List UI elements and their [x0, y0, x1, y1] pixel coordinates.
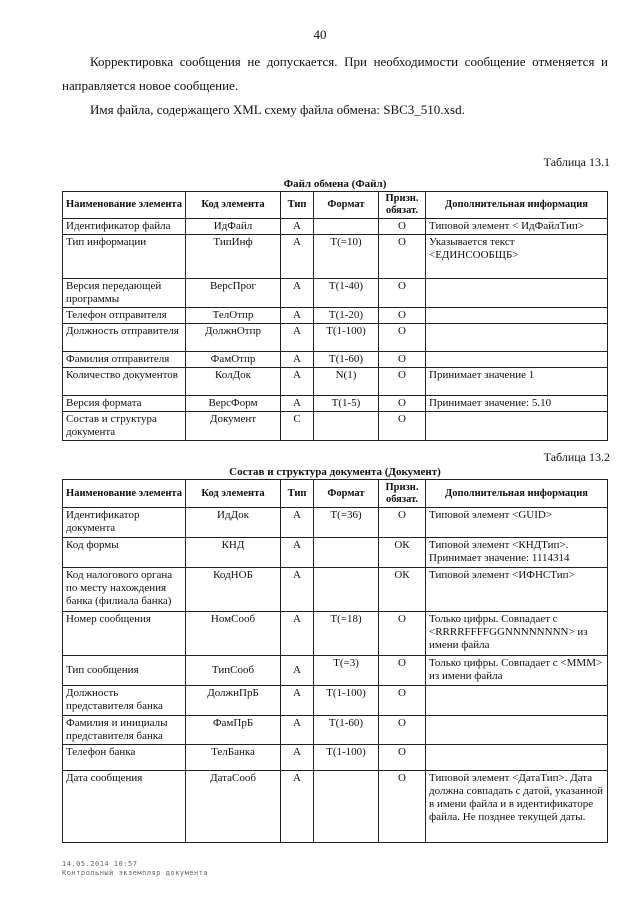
table-header-row [63, 192, 608, 219]
cell-type: А [281, 612, 314, 656]
cell-code: ТипИнф [186, 235, 281, 279]
footer-stamp-line: 14.05.2014 10:57 [62, 860, 138, 868]
table-row [63, 716, 608, 745]
cell-code: ФамОтпр [186, 352, 281, 368]
cell-format [314, 412, 379, 441]
table-document-structure [62, 479, 608, 843]
cell-type: А [281, 352, 314, 368]
cell-type: А [281, 716, 314, 745]
cell-info [426, 324, 608, 352]
cell-name: Состав и структура документа [63, 412, 186, 441]
table-row [63, 745, 608, 771]
cell-required: О [379, 308, 426, 324]
cell-name: Тип информации [63, 235, 186, 279]
cell-name: Количество документов [63, 368, 186, 396]
header-info: Дополнительная информация [426, 192, 608, 219]
table-row [63, 396, 608, 412]
cell-required: О [379, 279, 426, 308]
table-label-13-1: Таблица 13.1 [543, 155, 610, 169]
cell-name: Идентификатор документа [63, 508, 186, 538]
cell-type: А [281, 568, 314, 612]
cell-format: Т(1-40) [314, 279, 379, 308]
cell-code: ДолжнОтпр [186, 324, 281, 352]
cell-code: ТелБанка [186, 745, 281, 771]
cell-name: Код формы [63, 538, 186, 568]
cell-info: Типовой элемент < ИдФайлТип> [426, 219, 608, 235]
cell-format: Т(1-5) [314, 396, 379, 412]
cell-code: КолДок [186, 368, 281, 396]
cell-format: Т(1-100) [314, 324, 379, 352]
cell-info: Типовой элемент <КНДТип>. Принимает значение: 1114314 [426, 538, 608, 568]
cell-info: Только цифры. Совпадает с <RRRRFFFFGGNNNNNNNN> из имени файла [426, 612, 608, 656]
cell-type: А [281, 745, 314, 771]
cell-required: О [379, 352, 426, 368]
cell-info [426, 308, 608, 324]
cell-code: ВерсПрог [186, 279, 281, 308]
cell-code: ИдФайл [186, 219, 281, 235]
cell-format: Т(1-60) [314, 716, 379, 745]
table-label-13-2: Таблица 13.2 [543, 450, 610, 464]
cell-format: N(1) [314, 368, 379, 396]
cell-name: Тип сообщения [63, 656, 186, 686]
cell-code: ВерсФорм [186, 396, 281, 412]
cell-name: Должность отправителя [63, 324, 186, 352]
table-row [63, 412, 608, 441]
cell-required: О [379, 324, 426, 352]
cell-code: Документ [186, 412, 281, 441]
cell-type: А [281, 656, 314, 686]
header-name: Наименование элемента [63, 480, 186, 508]
table-exchange-file [62, 191, 608, 441]
cell-format [314, 568, 379, 612]
cell-required: ОК [379, 568, 426, 612]
table-row [63, 612, 608, 656]
cell-type: А [281, 686, 314, 716]
table-row [63, 508, 608, 538]
cell-name: Фамилия и инициалы представителя банка [63, 716, 186, 745]
cell-info: Только цифры. Совпадает с <МММ> из имени файла [426, 656, 608, 686]
cell-name: Номер сообщения [63, 612, 186, 656]
cell-code: НомСооб [186, 612, 281, 656]
table-row [63, 771, 608, 843]
cell-name: Дата сообщения [63, 771, 186, 843]
cell-info: Указывается текст <ЕДИНСООБЩБ> [426, 235, 608, 279]
cell-required: О [379, 235, 426, 279]
cell-info: Типовой элемент <ИФНСТип> [426, 568, 608, 612]
cell-format: Т(1-60) [314, 352, 379, 368]
cell-info [426, 716, 608, 745]
cell-type: А [281, 219, 314, 235]
cell-code: КодНОБ [186, 568, 281, 612]
cell-info [426, 686, 608, 716]
cell-name: Должность представителя банка [63, 686, 186, 716]
cell-required: О [379, 771, 426, 843]
table-row [63, 352, 608, 368]
cell-format: Т(1-100) [314, 686, 379, 716]
cell-format [314, 771, 379, 843]
cell-code: ФамПрБ [186, 716, 281, 745]
cell-required: О [379, 656, 426, 686]
header-format: Формат [314, 480, 379, 508]
cell-format: Т(=3) [314, 656, 379, 686]
cell-required: О [379, 745, 426, 771]
cell-required: О [379, 612, 426, 656]
cell-info [426, 412, 608, 441]
paragraph-correction: Корректировка сообщения не допускается. При необходимости сообщение отменяется и направляется новое сообщение. [62, 54, 608, 93]
cell-required: О [379, 508, 426, 538]
cell-code: КНД [186, 538, 281, 568]
cell-format: Т(=36) [314, 508, 379, 538]
cell-format: Т(1-100) [314, 745, 379, 771]
header-required: Призн. обязат. [379, 192, 426, 219]
cell-type: С [281, 412, 314, 441]
cell-format [314, 538, 379, 568]
cell-type: А [281, 279, 314, 308]
cell-required: О [379, 412, 426, 441]
cell-code: ИдДок [186, 508, 281, 538]
cell-info [426, 745, 608, 771]
cell-code: ТипСооб [186, 656, 281, 686]
header-format: Формат [314, 192, 379, 219]
cell-info: Типовой элемент <ДатаТип>. Дата должна совпадать с датой, указанной в имени файла и в идентификаторе файла. Не позднее текущей даты. [426, 771, 608, 843]
cell-type: А [281, 771, 314, 843]
cell-name: Код налогового органа по месту нахождения банка (филиала банка) [63, 568, 186, 612]
cell-name: Фамилия отправителя [63, 352, 186, 368]
cell-type: А [281, 235, 314, 279]
table-row [63, 686, 608, 716]
cell-type: А [281, 324, 314, 352]
cell-info [426, 279, 608, 308]
header-type: Тип [281, 480, 314, 508]
cell-code: ДатаСооб [186, 771, 281, 843]
header-code: Код элемента [186, 480, 281, 508]
table-title-document: Состав и структура документа (Документ) [229, 466, 441, 478]
table-row [63, 308, 608, 324]
table-row [63, 235, 608, 279]
table-row [63, 656, 608, 686]
table-row [63, 279, 608, 308]
cell-required: О [379, 368, 426, 396]
table-row [63, 538, 608, 568]
cell-code: ТелОтпр [186, 308, 281, 324]
page-number: 40 [313, 27, 327, 42]
cell-name: Версия формата [63, 396, 186, 412]
paragraph-schema-filename: Имя файла, содержащего XML схему файла обмена: SBC3_510.xsd. [90, 102, 465, 117]
footer-stamp-line: Контрольный экземпляр документа [62, 869, 209, 877]
cell-type: А [281, 508, 314, 538]
cell-required: О [379, 716, 426, 745]
header-code: Код элемента [186, 192, 281, 219]
footer-stamp [62, 860, 208, 878]
cell-name: Телефон банка [63, 745, 186, 771]
cell-format: Т(=10) [314, 235, 379, 279]
header-name: Наименование элемента [63, 192, 186, 219]
cell-required: О [379, 219, 426, 235]
cell-format: Т(=18) [314, 612, 379, 656]
cell-required: О [379, 686, 426, 716]
cell-name: Идентификатор файла [63, 219, 186, 235]
table-title-file: Файл обмена (Файл) [283, 178, 387, 190]
cell-required: ОК [379, 538, 426, 568]
cell-type: А [281, 368, 314, 396]
table-header-row [63, 480, 608, 508]
cell-name: Телефон отправителя [63, 308, 186, 324]
table-row [63, 568, 608, 612]
cell-format: Т(1-20) [314, 308, 379, 324]
cell-type: А [281, 396, 314, 412]
cell-info: Принимает значение: 5.10 [426, 396, 608, 412]
cell-required: О [379, 396, 426, 412]
cell-info [426, 352, 608, 368]
cell-format [314, 219, 379, 235]
table-row [63, 368, 608, 396]
table-row [63, 219, 608, 235]
cell-info: Принимает значение 1 [426, 368, 608, 396]
cell-type: А [281, 308, 314, 324]
cell-code: ДолжнПрБ [186, 686, 281, 716]
table-row [63, 324, 608, 352]
header-required: Призн. обязат. [379, 480, 426, 508]
cell-type: А [281, 538, 314, 568]
header-type: Тип [281, 192, 314, 219]
cell-name: Версия передающей программы [63, 279, 186, 308]
cell-info: Типовой элемент <GUID> [426, 508, 608, 538]
header-info: Дополнительная информация [426, 480, 608, 508]
